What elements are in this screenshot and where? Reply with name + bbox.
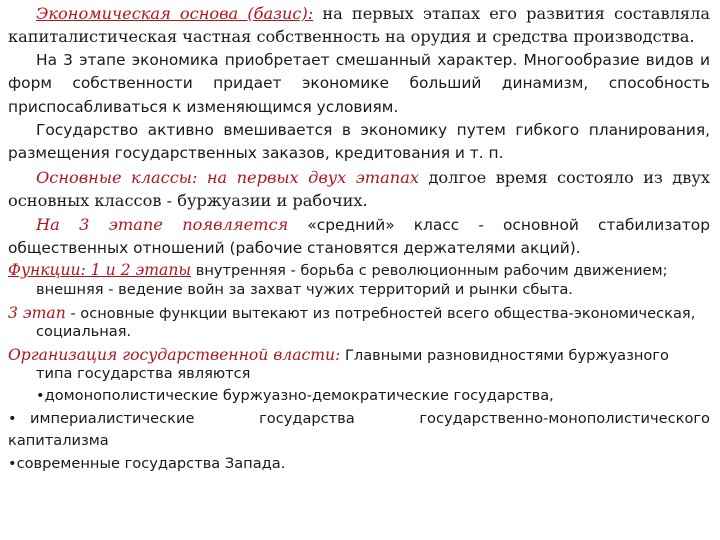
mixed-economy-text: На 3 этапе экономика приобретает смешанный характер. Многообразие видов и форм собственности придает экономике больший динамизм, способность приспосабливаться к изменяющимся условиям. (8, 50, 710, 116)
economic-basis-text: на первых этапах его развития составляла капиталистическая частная собственность на орудия и средства производства. (8, 4, 710, 47)
paragraph-middle-class (8, 213, 710, 260)
functions-text: внутренняя - борьба с революционным рабочим движением; внешняя - ведение войн за захват чужих территорий и рынки сбыта. (36, 262, 668, 299)
paragraph-state-power-organization (8, 346, 710, 384)
state-power-label: Организация государственной власти: (8, 345, 341, 364)
paragraph-main-classes (8, 166, 710, 213)
paragraph-economic-basis (8, 2, 710, 49)
stage-3-text: - основные функции вытекают из потребностей всего общества-экономическая, социальная. (36, 304, 696, 341)
list-item-western-states: •современные государства Запада. (8, 454, 286, 472)
state-power-text: Главными разновидностями буржуазного типа государства являются (36, 346, 669, 383)
paragraph-functions-stage-3 (8, 304, 710, 342)
list-item-capitalism: капитализма (8, 432, 109, 450)
state-intervention-text: Государство активно вмешивается в экономику путем гибкого планирования, размещения государственных заказов, кредитования и т. п. (8, 121, 710, 163)
list-item (8, 410, 710, 429)
list-item (8, 455, 710, 474)
stage-3-label: 3 этап (8, 303, 66, 322)
paragraph-functions-stages-1-2 (8, 261, 710, 299)
state-types-list (8, 387, 710, 473)
paragraph-state-intervention (8, 119, 710, 166)
list-item-premonopoly: •домонополистические буржуазно-демократические государства, (36, 387, 554, 405)
list-item-imperialist: империалистические государства государственно-монополистического (30, 409, 710, 427)
economic-basis-label: Экономическая основа (базис): (36, 4, 314, 23)
middle-class-label: На 3 этапе появляется (36, 214, 289, 234)
list-item (8, 387, 710, 406)
bullet-icon: • (8, 409, 17, 427)
functions-label: Функции: 1 и 2 этапы (8, 261, 192, 280)
list-item-continuation (8, 432, 710, 451)
main-classes-label: Основные классы: на первых двух этапах (36, 167, 420, 187)
middle-class-text: «средний» класс - основной стабилизатор общественных отношений (рабочие становятся держателями акций). (8, 215, 710, 258)
paragraph-mixed-economy (8, 49, 710, 119)
main-classes-text: долгое время состояло из двух основных классов - буржуазии и рабочих. (8, 167, 711, 211)
